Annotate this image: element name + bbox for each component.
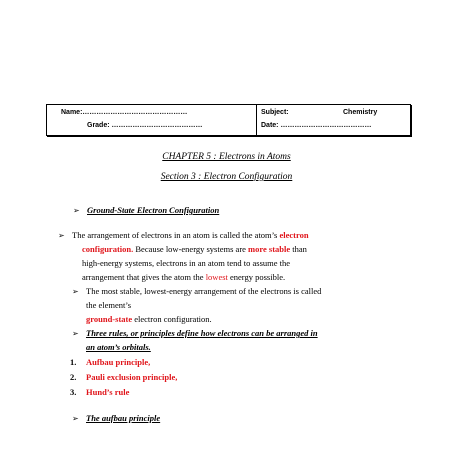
date-dots: ………………………………… bbox=[280, 122, 372, 129]
grade-row bbox=[87, 122, 203, 129]
grade-dots: ………………………………… bbox=[111, 122, 203, 129]
rule-hund: Hund’s rule bbox=[86, 387, 130, 397]
subject-label: Subject: bbox=[261, 109, 289, 116]
para1-text: The arrangement of electrons in an atom is called the atom’s bbox=[72, 230, 280, 240]
rule-pauli: Pauli exclusion principle, bbox=[86, 372, 178, 382]
para1-text: Because low-energy systems are bbox=[133, 244, 249, 254]
term-more-stable: more stable bbox=[248, 244, 291, 254]
term-configuration: configuration. bbox=[82, 244, 134, 254]
name-label: Name: bbox=[61, 109, 83, 116]
heading-ground-state: Ground-State Electron Configuration bbox=[87, 205, 220, 215]
rule-aufbau: Aufbau principle, bbox=[86, 357, 151, 367]
para1-line1 bbox=[72, 230, 309, 240]
subject-value: Chemistry bbox=[343, 109, 378, 116]
para1-text: than bbox=[290, 244, 307, 254]
name-dots: ……………………………………… bbox=[82, 109, 188, 116]
rule-number: 1. bbox=[70, 357, 77, 367]
para1-text: arrangement that gives the atom the bbox=[82, 272, 206, 282]
para1-text: energy possible. bbox=[227, 272, 286, 282]
section-title: Section 3 : Electron Configuration bbox=[160, 172, 293, 182]
heading-three-rules-line1: Three rules, or principles define how electrons can be arranged in bbox=[86, 328, 318, 338]
header-box bbox=[46, 104, 411, 136]
heading-aufbau: The aufbau principle bbox=[86, 413, 161, 423]
name-row bbox=[61, 109, 187, 116]
arrow-icon: ➢ bbox=[58, 231, 65, 240]
para1-line2 bbox=[82, 244, 307, 254]
date-row bbox=[261, 122, 371, 129]
rule-number: 2. bbox=[70, 372, 77, 382]
grade-label: Grade: bbox=[87, 122, 110, 129]
para2-text: electron configuration. bbox=[132, 314, 212, 324]
rule-number: 3. bbox=[70, 387, 77, 397]
para2-line3 bbox=[86, 314, 212, 324]
arrow-icon: ➢ bbox=[72, 414, 79, 423]
arrow-icon: ➢ bbox=[72, 329, 79, 338]
header-divider bbox=[256, 105, 257, 135]
para1-line3: high-energy systems, electrons in an atom tend to assume the bbox=[82, 258, 291, 268]
heading-three-rules-line2: an atom’s orbitals. bbox=[86, 342, 151, 352]
arrow-icon: ➢ bbox=[73, 206, 80, 215]
para1-line4 bbox=[82, 272, 285, 282]
arrow-icon: ➢ bbox=[72, 287, 79, 296]
term-ground-state: ground-state bbox=[86, 314, 133, 324]
chapter-title: CHAPTER 5 : Electrons in Atoms bbox=[162, 152, 291, 162]
date-label: Date: bbox=[261, 122, 279, 129]
term-lowest: lowest bbox=[205, 272, 228, 282]
term-electron: electron bbox=[279, 230, 309, 240]
para2-line1: The most stable, lowest-energy arrangement of the electrons is called bbox=[86, 286, 322, 296]
para2-line2: the element’s bbox=[86, 300, 132, 310]
